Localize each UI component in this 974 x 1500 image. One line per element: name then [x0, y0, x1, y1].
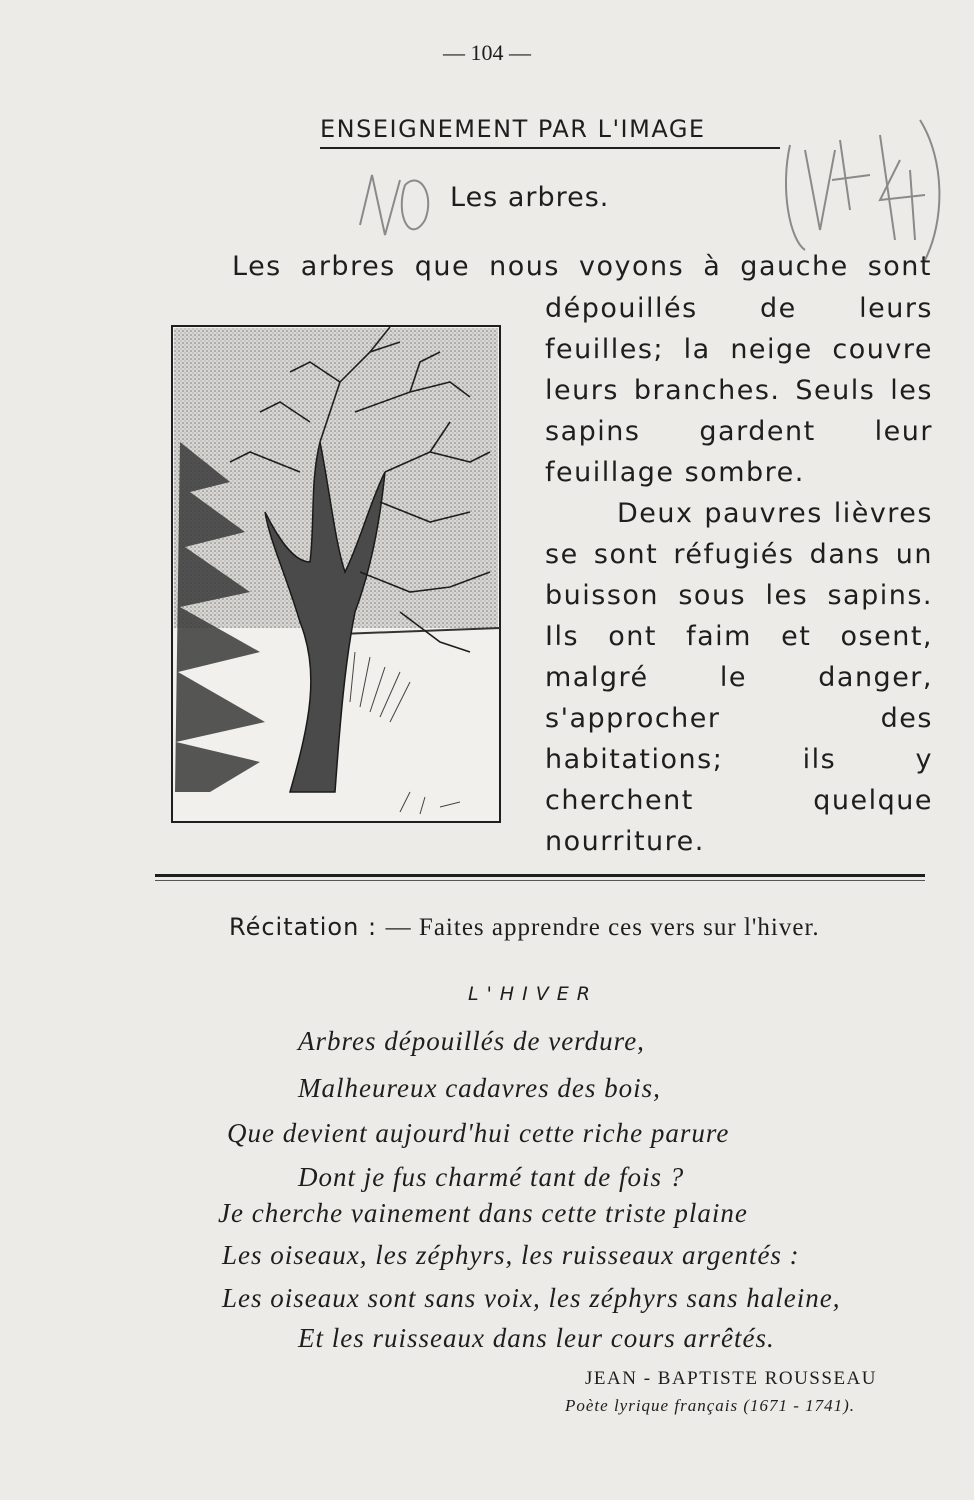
lesson-first-line: Les arbres que nous voyons à gauche sont: [232, 251, 932, 282]
poem-line: Les oiseaux sont sans voix, les zéphyrs sans haleine,: [222, 1283, 841, 1313]
page-number: — 104 —: [443, 40, 531, 65]
author-description: Poète lyrique français (1671 - 1741).: [565, 1396, 856, 1415]
lesson-title: Les arbres.: [450, 182, 610, 213]
poem-line: Je cherche vainement dans cette triste plaine: [218, 1198, 748, 1228]
poem-line: Dont je fus charmé tant de fois ?: [298, 1162, 685, 1192]
recitation-label: Récitation :: [229, 913, 378, 941]
poem-line: Les oiseaux, les zéphyrs, les ruisseaux argentés :: [222, 1240, 800, 1270]
poem-line: Malheureux cadavres des bois,: [298, 1073, 661, 1103]
recitation-text: — Faites apprendre ces vers sur l'hiver.: [385, 914, 820, 941]
recitation-instruction: [229, 913, 929, 942]
section-divider: [155, 874, 925, 877]
poem-title: L'HIVER: [468, 983, 598, 1005]
section-divider-thin: [155, 880, 925, 881]
section-title: ENSEIGNEMENT PAR L'IMAGE: [320, 115, 780, 149]
poem-line: Arbres dépouillés de verdure,: [298, 1026, 645, 1056]
winter-trees-illustration: [170, 322, 504, 826]
lesson-paragraph-1: dépouillés de leurs feuilles; la neige couvre leurs branches. Seuls les sapins gardent leur feuillage sombre.: [545, 293, 933, 488]
lesson-text-column: [545, 288, 933, 862]
lesson-paragraph-2: Deux pauvres lièvres se sont réfugiés dans un buisson sous les sapins. Ils ont faim et osent, malgré le danger, s'approcher des habitations; ils y cherchent quelque nourriture.: [545, 498, 933, 857]
poem-line: Et les ruisseaux dans leur cours arrêtés.: [298, 1323, 775, 1353]
poem-line: Que devient aujourd'hui cette riche parure: [227, 1118, 730, 1148]
author-name: JEAN - BAPTISTE ROUSSEAU: [585, 1368, 877, 1389]
